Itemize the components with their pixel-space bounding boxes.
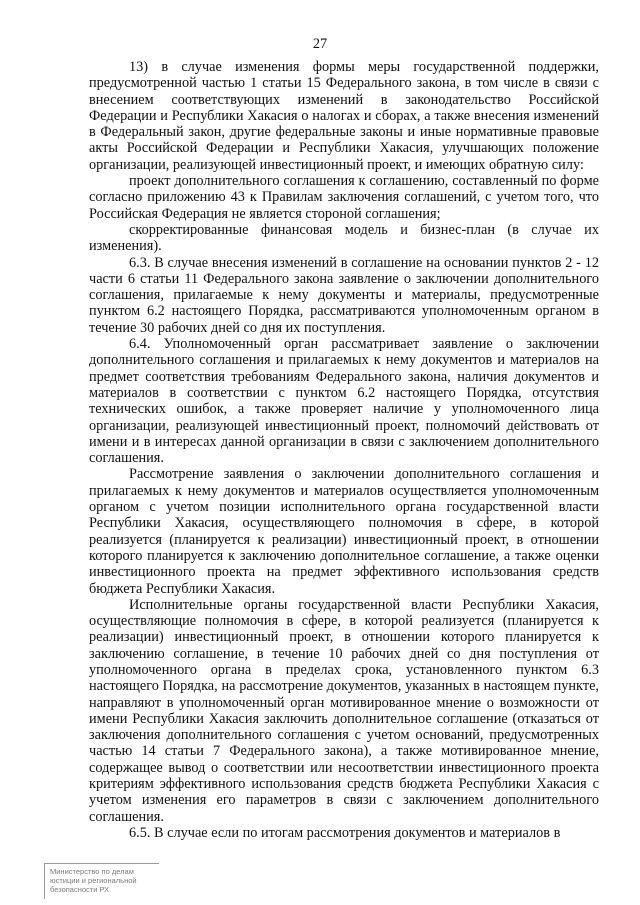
document-body — [89, 59, 599, 841]
paragraph-6-4: 6.4. Уполномоченный орган рассматривает заявление о заключении дополнительного соглашения и прилагаемых к нему документов и материалов на предмет соответствия требованиям Федерального закона, наличия документов и материалов в соответствии с пунктом 6.2 настоящего Порядка, отсутствия технических ошибок, а также проверяет наличие у уполномоченного лица организации, реализующей инвестиционный проект, полномочий действовать от имени и в интересах данной организации в связи с заключением дополнительного соглашения. — [89, 336, 599, 467]
paragraph-draft-agreement: проект дополнительного соглашения к соглашению, составленный по форме согласно приложению 43 к Правилам заключения соглашений, с учетом того, что Российская Федерация не является стороной соглашения; — [89, 173, 599, 222]
stamp-line: юстиции и региональной — [50, 876, 137, 885]
paragraph-6-3: 6.3. В случае внесения изменений в соглашение на основании пунктов 2 - 12 части 6 статьи 11 Федерального закона заявление о заключении дополнительного соглашения, прилагаемые к нему документы и материалы, предусмотренные пунктом 6.2 настоящего Порядка, рассматриваются уполномоченным органом в течение 30 рабочих дней со дня их поступления. — [89, 254, 599, 336]
stamp-line: Министерство по делам — [50, 867, 134, 876]
paragraph-review: Рассмотрение заявления о заключении дополнительного соглашения и прилагаемых к нему документов и материалов осуществляется уполномоченным органом с учетом позиции исполнительного органа государственной власти Республики Хакасия, осуществляющего полномочия в сфере, в которой реализуется (планируется к реализации) инвестиционный проект, в отношении которого планируется к заключению дополнительное соглашение, а также оценки инвестиционного проекта на предмет эффективного использования средств бюджета Республики Хакасия. — [89, 466, 599, 597]
paragraph-financial-model: скорректированные финансовая модель и бизнес-план (в случае их изменения). — [89, 221, 599, 255]
paragraph-6-5: 6.5. В случае если по итогам рассмотрения документов и материалов в — [129, 824, 561, 841]
page-number: 27 — [312, 36, 328, 52]
paragraph-executive-bodies: Исполнительные органы государственной власти Республики Хакасия, осуществляющие полномочия в сфере, в которой реализуется (планируется к реализации) инвестиционный проект, в отношении которого планируется к заключению соглашение, в течение 10 рабочих дней со дня поступления от уполномоченного органа в пределах срока, установленного пунктом 6.3 настоящего Порядка, на рассмотрение документов, указанных в настоящем пункте, направляют в уполномоченный орган мотивированное мнение о возможности от имени Республики Хакасия заключить дополнительное соглашение (отказаться от заключения дополнительного соглашения с учетом оснований, предусмотренных частью 14 статьи 7 Федерального закона), а также мотивированное мнение, содержащее вывод о соответствии или несоответствии инвестиционного проекта критериям эффективного использования средств бюджета Республики Хакасия с учетом изменения его параметров в связи с заключением дополнительного соглашения. — [89, 596, 599, 825]
paragraph-item-13: 13) в случае изменения формы меры государственной поддержки, предусмотренной частью 1 статьи 15 Федерального закона, в том числе в связи с внесением соответствующих изменений в законодательство Российской Федерации и Республики Хакасия о налогах и сборах, а также внесения изменений в Федеральный закон, другие федеральные законы и иные нормативные правовые акты Российской Федерации и Республики Хакасия, улучшающих положение организации, реализующей инвестиционный проект, и имеющих обратную силу: — [89, 59, 599, 173]
ministry-stamp — [44, 863, 159, 899]
stamp-line: безопасности РХ — [50, 885, 110, 894]
